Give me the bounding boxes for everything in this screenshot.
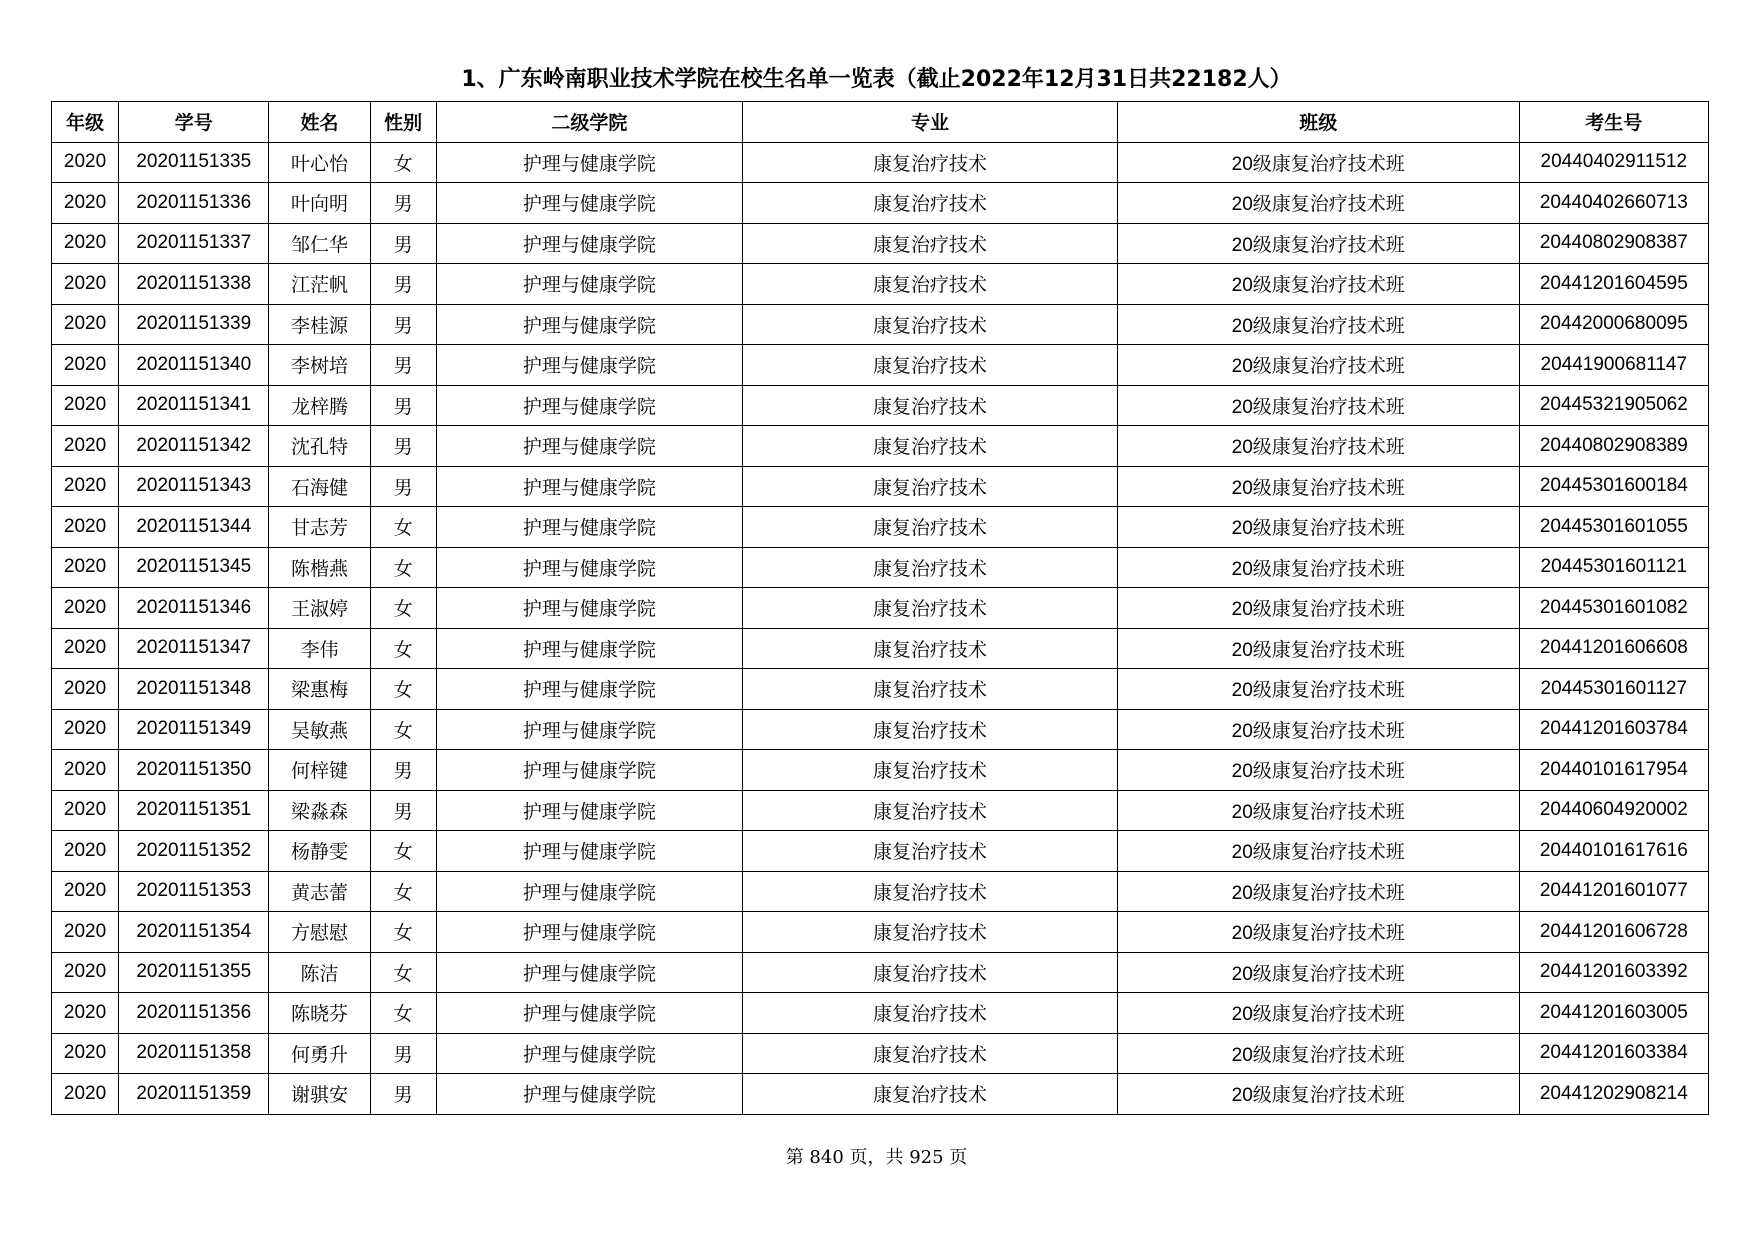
cell-major: 康复治疗技术 bbox=[743, 952, 1118, 993]
cell-exam-number: 20445301600184 bbox=[1519, 466, 1708, 507]
cell-student-id: 20201151348 bbox=[119, 669, 269, 710]
cell-student-id: 20201151350 bbox=[119, 750, 269, 791]
cell-class: 20级康复治疗技术班 bbox=[1117, 426, 1519, 467]
cell-college: 护理与健康学院 bbox=[436, 223, 743, 264]
cell-grade: 2020 bbox=[52, 345, 119, 386]
table-row bbox=[52, 547, 1709, 588]
cell-major: 康复治疗技术 bbox=[743, 1033, 1118, 1074]
cell-college: 护理与健康学院 bbox=[436, 750, 743, 791]
cell-student-id: 20201151347 bbox=[119, 628, 269, 669]
cell-student-id: 20201151354 bbox=[119, 912, 269, 953]
table-row bbox=[52, 264, 1709, 305]
cell-grade: 2020 bbox=[52, 709, 119, 750]
cell-exam-number: 20440101617616 bbox=[1519, 831, 1708, 872]
cell-class: 20级康复治疗技术班 bbox=[1117, 507, 1519, 548]
cell-grade: 2020 bbox=[52, 1033, 119, 1074]
cell-major: 康复治疗技术 bbox=[743, 871, 1118, 912]
table-row bbox=[52, 345, 1709, 386]
cell-class: 20级康复治疗技术班 bbox=[1117, 304, 1519, 345]
cell-grade: 2020 bbox=[52, 790, 119, 831]
cell-student-id: 20201151359 bbox=[119, 1074, 269, 1115]
cell-gender: 女 bbox=[370, 507, 436, 548]
table-row bbox=[52, 952, 1709, 993]
table-row bbox=[52, 507, 1709, 548]
cell-student-id: 20201151336 bbox=[119, 183, 269, 224]
cell-college: 护理与健康学院 bbox=[436, 507, 743, 548]
cell-student-id: 20201151341 bbox=[119, 385, 269, 426]
cell-name: 杨静雯 bbox=[269, 831, 370, 872]
cell-gender: 男 bbox=[370, 790, 436, 831]
cell-class: 20级康复治疗技术班 bbox=[1117, 345, 1519, 386]
cell-major: 康复治疗技术 bbox=[743, 993, 1118, 1034]
table-row bbox=[52, 628, 1709, 669]
cell-name: 邹仁华 bbox=[269, 223, 370, 264]
cell-major: 康复治疗技术 bbox=[743, 507, 1118, 548]
cell-major: 康复治疗技术 bbox=[743, 385, 1118, 426]
cell-college: 护理与健康学院 bbox=[436, 912, 743, 953]
cell-gender: 女 bbox=[370, 871, 436, 912]
cell-gender: 女 bbox=[370, 993, 436, 1034]
header-exam-number: 考生号 bbox=[1519, 102, 1708, 143]
cell-exam-number: 20441201603005 bbox=[1519, 993, 1708, 1034]
header-major: 专业 bbox=[743, 102, 1118, 143]
cell-grade: 2020 bbox=[52, 183, 119, 224]
cell-exam-number: 20445301601121 bbox=[1519, 547, 1708, 588]
cell-exam-number: 20440802908387 bbox=[1519, 223, 1708, 264]
cell-exam-number: 20440101617954 bbox=[1519, 750, 1708, 791]
cell-exam-number: 20441201604595 bbox=[1519, 264, 1708, 305]
cell-class: 20级康复治疗技术班 bbox=[1117, 588, 1519, 629]
table-row bbox=[52, 1033, 1709, 1074]
cell-exam-number: 20441201603384 bbox=[1519, 1033, 1708, 1074]
cell-college: 护理与健康学院 bbox=[436, 709, 743, 750]
cell-name: 叶向明 bbox=[269, 183, 370, 224]
cell-major: 康复治疗技术 bbox=[743, 142, 1118, 183]
cell-college: 护理与健康学院 bbox=[436, 831, 743, 872]
cell-student-id: 20201151338 bbox=[119, 264, 269, 305]
cell-exam-number: 20445301601082 bbox=[1519, 588, 1708, 629]
cell-student-id: 20201151356 bbox=[119, 993, 269, 1034]
cell-major: 康复治疗技术 bbox=[743, 790, 1118, 831]
cell-grade: 2020 bbox=[52, 952, 119, 993]
cell-college: 护理与健康学院 bbox=[436, 385, 743, 426]
cell-class: 20级康复治疗技术班 bbox=[1117, 628, 1519, 669]
cell-class: 20级康复治疗技术班 bbox=[1117, 790, 1519, 831]
cell-name: 黄志蕾 bbox=[269, 871, 370, 912]
table-row bbox=[52, 183, 1709, 224]
cell-gender: 女 bbox=[370, 588, 436, 629]
cell-name: 甘志芳 bbox=[269, 507, 370, 548]
cell-name: 龙梓腾 bbox=[269, 385, 370, 426]
cell-college: 护理与健康学院 bbox=[436, 426, 743, 467]
cell-name: 梁淼森 bbox=[269, 790, 370, 831]
cell-major: 康复治疗技术 bbox=[743, 750, 1118, 791]
cell-exam-number: 20441201603784 bbox=[1519, 709, 1708, 750]
cell-exam-number: 20445301601127 bbox=[1519, 669, 1708, 710]
cell-grade: 2020 bbox=[52, 831, 119, 872]
cell-student-id: 20201151335 bbox=[119, 142, 269, 183]
cell-name: 李树培 bbox=[269, 345, 370, 386]
cell-class: 20级康复治疗技术班 bbox=[1117, 871, 1519, 912]
cell-major: 康复治疗技术 bbox=[743, 466, 1118, 507]
cell-college: 护理与健康学院 bbox=[436, 790, 743, 831]
table-row bbox=[52, 669, 1709, 710]
cell-student-id: 20201151339 bbox=[119, 304, 269, 345]
table-row bbox=[52, 871, 1709, 912]
cell-grade: 2020 bbox=[52, 871, 119, 912]
cell-major: 康复治疗技术 bbox=[743, 912, 1118, 953]
cell-grade: 2020 bbox=[52, 466, 119, 507]
cell-class: 20级康复治疗技术班 bbox=[1117, 264, 1519, 305]
cell-name: 陈洁 bbox=[269, 952, 370, 993]
cell-gender: 男 bbox=[370, 1033, 436, 1074]
cell-class: 20级康复治疗技术班 bbox=[1117, 466, 1519, 507]
cell-name: 方慰慰 bbox=[269, 912, 370, 953]
cell-exam-number: 20440402911512 bbox=[1519, 142, 1708, 183]
cell-major: 康复治疗技术 bbox=[743, 1074, 1118, 1115]
cell-gender: 女 bbox=[370, 709, 436, 750]
table-row bbox=[52, 426, 1709, 467]
cell-name: 梁惠梅 bbox=[269, 669, 370, 710]
table-row bbox=[52, 385, 1709, 426]
header-name: 姓名 bbox=[269, 102, 370, 143]
cell-student-id: 20201151353 bbox=[119, 871, 269, 912]
cell-college: 护理与健康学院 bbox=[436, 547, 743, 588]
cell-grade: 2020 bbox=[52, 426, 119, 467]
cell-grade: 2020 bbox=[52, 304, 119, 345]
cell-class: 20级康复治疗技术班 bbox=[1117, 385, 1519, 426]
cell-name: 陈晓芬 bbox=[269, 993, 370, 1034]
cell-college: 护理与健康学院 bbox=[436, 952, 743, 993]
cell-college: 护理与健康学院 bbox=[436, 264, 743, 305]
cell-college: 护理与健康学院 bbox=[436, 345, 743, 386]
cell-gender: 男 bbox=[370, 426, 436, 467]
cell-gender: 女 bbox=[370, 547, 436, 588]
cell-major: 康复治疗技术 bbox=[743, 183, 1118, 224]
student-roster-table bbox=[51, 101, 1709, 1115]
cell-gender: 男 bbox=[370, 1074, 436, 1115]
cell-name: 李伟 bbox=[269, 628, 370, 669]
cell-class: 20级康复治疗技术班 bbox=[1117, 1074, 1519, 1115]
cell-student-id: 20201151352 bbox=[119, 831, 269, 872]
table-row bbox=[52, 304, 1709, 345]
cell-gender: 女 bbox=[370, 912, 436, 953]
cell-student-id: 20201151340 bbox=[119, 345, 269, 386]
cell-student-id: 20201151358 bbox=[119, 1033, 269, 1074]
cell-class: 20级康复治疗技术班 bbox=[1117, 993, 1519, 1034]
cell-gender: 男 bbox=[370, 304, 436, 345]
cell-major: 康复治疗技术 bbox=[743, 304, 1118, 345]
cell-class: 20级康复治疗技术班 bbox=[1117, 831, 1519, 872]
cell-class: 20级康复治疗技术班 bbox=[1117, 750, 1519, 791]
cell-student-id: 20201151349 bbox=[119, 709, 269, 750]
page-title: 1、广东岭南职业技术学院在校生名单一览表（截止2022年12月31日共22182人） bbox=[461, 67, 1292, 92]
cell-gender: 男 bbox=[370, 466, 436, 507]
table-row bbox=[52, 790, 1709, 831]
header-class: 班级 bbox=[1117, 102, 1519, 143]
cell-grade: 2020 bbox=[52, 1074, 119, 1115]
cell-major: 康复治疗技术 bbox=[743, 628, 1118, 669]
cell-student-id: 20201151345 bbox=[119, 547, 269, 588]
cell-student-id: 20201151351 bbox=[119, 790, 269, 831]
table-row bbox=[52, 993, 1709, 1034]
cell-student-id: 20201151337 bbox=[119, 223, 269, 264]
cell-exam-number: 20445301601055 bbox=[1519, 507, 1708, 548]
header-student-id: 学号 bbox=[119, 102, 269, 143]
cell-grade: 2020 bbox=[52, 750, 119, 791]
table-body bbox=[52, 142, 1709, 1114]
cell-grade: 2020 bbox=[52, 588, 119, 629]
cell-exam-number: 20442000680095 bbox=[1519, 304, 1708, 345]
cell-class: 20级康复治疗技术班 bbox=[1117, 669, 1519, 710]
table-row bbox=[52, 831, 1709, 872]
cell-grade: 2020 bbox=[52, 264, 119, 305]
cell-class: 20级康复治疗技术班 bbox=[1117, 952, 1519, 993]
table-row bbox=[52, 709, 1709, 750]
cell-college: 护理与健康学院 bbox=[436, 142, 743, 183]
cell-exam-number: 20441900681147 bbox=[1519, 345, 1708, 386]
cell-grade: 2020 bbox=[52, 912, 119, 953]
cell-college: 护理与健康学院 bbox=[436, 304, 743, 345]
header-grade: 年级 bbox=[52, 102, 119, 143]
cell-college: 护理与健康学院 bbox=[436, 871, 743, 912]
cell-exam-number: 20441201603392 bbox=[1519, 952, 1708, 993]
cell-gender: 女 bbox=[370, 669, 436, 710]
cell-gender: 女 bbox=[370, 952, 436, 993]
cell-class: 20级康复治疗技术班 bbox=[1117, 223, 1519, 264]
table-row bbox=[52, 912, 1709, 953]
cell-major: 康复治疗技术 bbox=[743, 547, 1118, 588]
header-gender: 性别 bbox=[370, 102, 436, 143]
cell-college: 护理与健康学院 bbox=[436, 588, 743, 629]
cell-class: 20级康复治疗技术班 bbox=[1117, 709, 1519, 750]
cell-college: 护理与健康学院 bbox=[436, 993, 743, 1034]
cell-college: 护理与健康学院 bbox=[436, 1033, 743, 1074]
cell-student-id: 20201151355 bbox=[119, 952, 269, 993]
cell-exam-number: 20440402660713 bbox=[1519, 183, 1708, 224]
cell-exam-number: 20445321905062 bbox=[1519, 385, 1708, 426]
cell-major: 康复治疗技术 bbox=[743, 345, 1118, 386]
cell-name: 叶心怡 bbox=[269, 142, 370, 183]
cell-gender: 男 bbox=[370, 264, 436, 305]
table-row bbox=[52, 466, 1709, 507]
cell-class: 20级康复治疗技术班 bbox=[1117, 183, 1519, 224]
cell-student-id: 20201151344 bbox=[119, 507, 269, 548]
cell-major: 康复治疗技术 bbox=[743, 588, 1118, 629]
cell-major: 康复治疗技术 bbox=[743, 831, 1118, 872]
cell-exam-number: 20441202908214 bbox=[1519, 1074, 1708, 1115]
cell-name: 沈孔特 bbox=[269, 426, 370, 467]
cell-grade: 2020 bbox=[52, 547, 119, 588]
cell-student-id: 20201151346 bbox=[119, 588, 269, 629]
cell-college: 护理与健康学院 bbox=[436, 466, 743, 507]
cell-exam-number: 20440802908389 bbox=[1519, 426, 1708, 467]
cell-class: 20级康复治疗技术班 bbox=[1117, 547, 1519, 588]
cell-gender: 男 bbox=[370, 183, 436, 224]
cell-class: 20级康复治疗技术班 bbox=[1117, 1033, 1519, 1074]
cell-gender: 女 bbox=[370, 831, 436, 872]
cell-college: 护理与健康学院 bbox=[436, 1074, 743, 1115]
table-row bbox=[52, 223, 1709, 264]
cell-gender: 女 bbox=[370, 628, 436, 669]
cell-name: 吴敏燕 bbox=[269, 709, 370, 750]
table-row bbox=[52, 750, 1709, 791]
cell-exam-number: 20440604920002 bbox=[1519, 790, 1708, 831]
cell-grade: 2020 bbox=[52, 385, 119, 426]
cell-name: 何勇升 bbox=[269, 1033, 370, 1074]
cell-gender: 男 bbox=[370, 385, 436, 426]
cell-student-id: 20201151342 bbox=[119, 426, 269, 467]
cell-grade: 2020 bbox=[52, 628, 119, 669]
header-college: 二级学院 bbox=[436, 102, 743, 143]
cell-grade: 2020 bbox=[52, 993, 119, 1034]
cell-gender: 女 bbox=[370, 142, 436, 183]
cell-gender: 男 bbox=[370, 750, 436, 791]
table-header-row bbox=[52, 102, 1709, 143]
cell-name: 谢骐安 bbox=[269, 1074, 370, 1115]
cell-exam-number: 20441201606728 bbox=[1519, 912, 1708, 953]
cell-major: 康复治疗技术 bbox=[743, 223, 1118, 264]
table-row bbox=[52, 142, 1709, 183]
table-row bbox=[52, 588, 1709, 629]
cell-grade: 2020 bbox=[52, 669, 119, 710]
cell-name: 李桂源 bbox=[269, 304, 370, 345]
cell-name: 江茫帆 bbox=[269, 264, 370, 305]
cell-major: 康复治疗技术 bbox=[743, 264, 1118, 305]
cell-major: 康复治疗技术 bbox=[743, 669, 1118, 710]
cell-major: 康复治疗技术 bbox=[743, 426, 1118, 467]
cell-name: 王淑婷 bbox=[269, 588, 370, 629]
cell-gender: 男 bbox=[370, 345, 436, 386]
cell-major: 康复治疗技术 bbox=[743, 709, 1118, 750]
cell-grade: 2020 bbox=[52, 507, 119, 548]
cell-grade: 2020 bbox=[52, 142, 119, 183]
cell-college: 护理与健康学院 bbox=[436, 669, 743, 710]
cell-college: 护理与健康学院 bbox=[436, 628, 743, 669]
cell-grade: 2020 bbox=[52, 223, 119, 264]
cell-college: 护理与健康学院 bbox=[436, 183, 743, 224]
cell-name: 陈楷燕 bbox=[269, 547, 370, 588]
cell-class: 20级康复治疗技术班 bbox=[1117, 142, 1519, 183]
cell-exam-number: 20441201606608 bbox=[1519, 628, 1708, 669]
cell-name: 石海健 bbox=[269, 466, 370, 507]
cell-class: 20级康复治疗技术班 bbox=[1117, 912, 1519, 953]
table-row bbox=[52, 1074, 1709, 1115]
page-footer: 第 840 页，共 925 页 bbox=[785, 1147, 968, 1168]
cell-exam-number: 20441201601077 bbox=[1519, 871, 1708, 912]
cell-student-id: 20201151343 bbox=[119, 466, 269, 507]
cell-name: 何梓键 bbox=[269, 750, 370, 791]
cell-gender: 男 bbox=[370, 223, 436, 264]
